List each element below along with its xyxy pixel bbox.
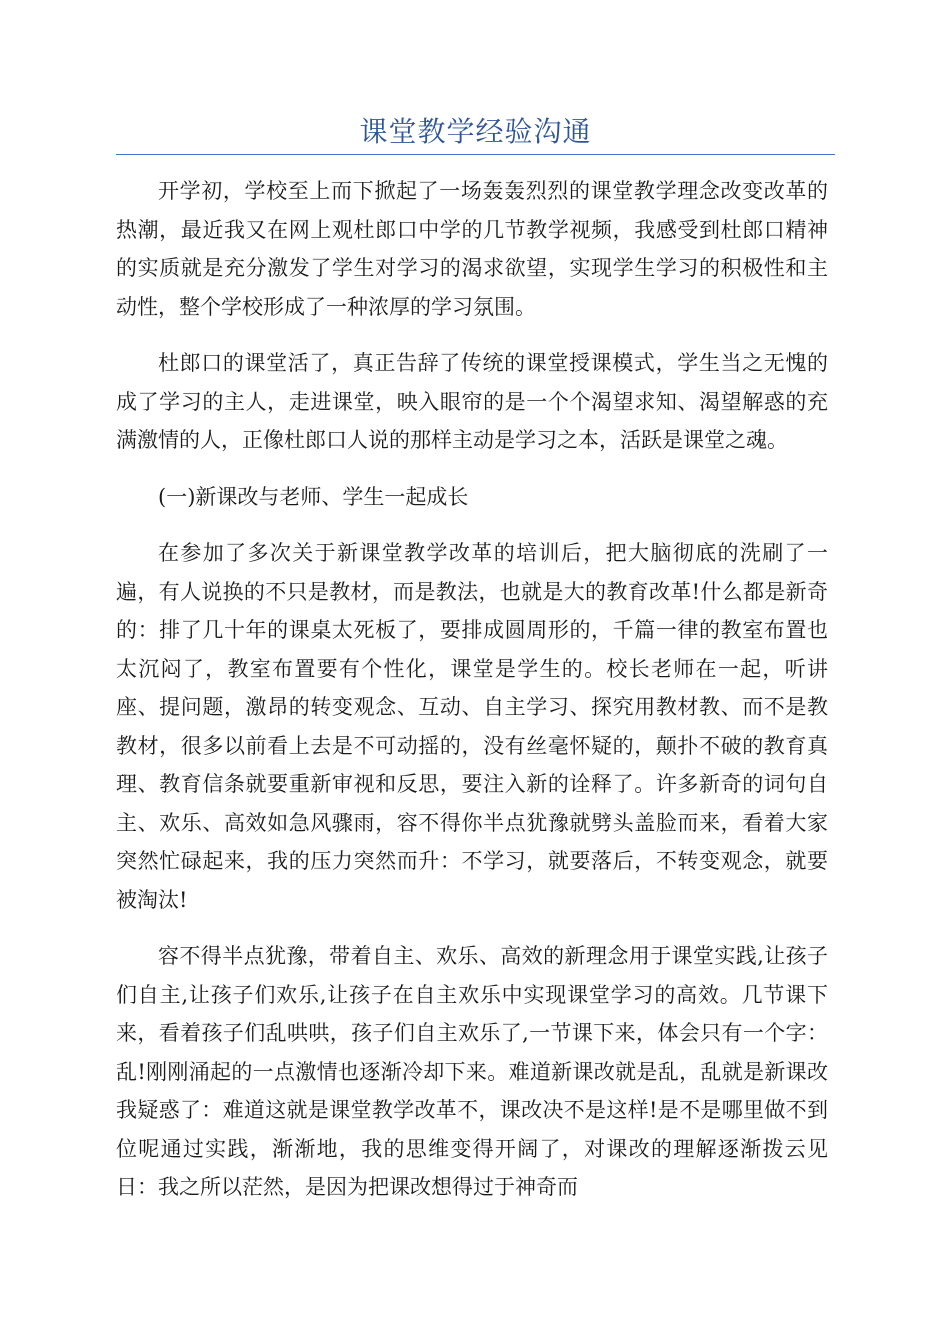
paragraph-2: 杜郎口的课堂活了，真正告辞了传统的课堂授课模式，学生当之无愧的成了学习的主人，走进课堂，映入眼帘的是一个个渴望求知、渴望解惑的充满激情的人，正像杜郎口人说的那样主动是学习之本，活跃是课堂之魂。 <box>116 351 828 452</box>
section-heading: (一)新课改与老师、学生一起成长 <box>158 484 469 509</box>
paragraph-3: 在参加了多次关于新课堂教学改革的培训后，把大脑彻底的洗刷了一遍，有人说换的不只是教材，而是教法，也就是大的教育改革!什么都是新奇的：排了几十年的课桌太死板了，要排成圆周形的，千篇一律的教室布置也太沉闷了，教室布置要有个性化，课堂是学生的。校长老师在一起，听讲座、提问题，激昂的转变观念、互动、自主学习、探究用教材教、而不是教教材，很多以前看上去是不可动摇的，没有丝毫怀疑的，颠扑不破的教育真理、教育信条就要重新审视和反思，要注入新的诠释了。许多新奇的词句自主、欢乐、高效如急风骤雨，容不得你半点犹豫就劈头盖脸而来，看着大家突然忙碌起来，我的压力突然而升：不学习，就要落后，不转变观念，就要被淘汰! <box>116 541 828 912</box>
paragraph-4: 容不得半点犹豫，带着自主、欢乐、高效的新理念用于课堂实践,让孩子们自主,让孩子们欢乐,让孩子在自主欢乐中实现课堂学习的高效。几节课下来，看着孩子们乱哄哄，孩子们自主欢乐了,一节课下来，体会只有一个字：乱!刚刚涌起的一点激情也逐渐冷却下来。难道新课改就是乱，乱就是新课改我疑惑了：难道这就是课堂教学改革不，课改决不是这样!是不是哪里做不到位呢通过实践，渐渐地，我的思维变得开阔了，对课改的理解逐渐拨云见日：我之所以茫然，是因为把课改想得过于神奇而 <box>116 944 828 1199</box>
paragraph-1: 开学初，学校至上而下掀起了一场轰轰烈烈的课堂教学理念改变改革的热潮，最近我又在网上观杜郎口中学的几节教学视频，我感受到杜郎口精神的实质就是充分激发了学生对学习的渴求欲望，实现学生学习的积极性和主动性，整个学校形成了一种浓厚的学习氛围。 <box>116 179 828 319</box>
title-underline <box>116 154 835 155</box>
document-title: 课堂教学经验沟通 <box>359 115 592 148</box>
document-body <box>116 172 828 1225</box>
